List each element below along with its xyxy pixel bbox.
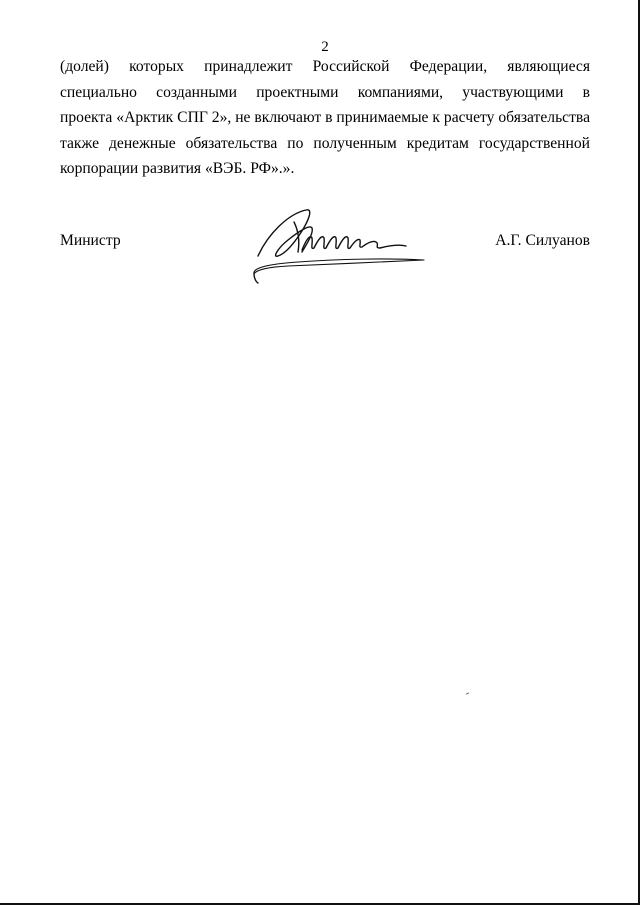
text-line-5: корпорации развития «ВЭБ. РФ».». [60, 160, 295, 178]
body-paragraph [60, 54, 590, 182]
text-line-3: проекта «Арктик СПГ 2», не включают в принимаемые к расчету обязательства [60, 109, 590, 127]
handwritten-signature [248, 204, 438, 284]
signer-name: А.Г. Силуанов [495, 232, 590, 249]
text-line-4: также денежные обязательства по полученным кредитам государственной [60, 134, 590, 152]
scan-speck [466, 692, 469, 694]
signer-title: Министр [60, 232, 121, 249]
page-number: 2 [321, 39, 329, 55]
text-line-1: (долей) которых принадлежит Российской Федерации, являющиеся [60, 58, 590, 75]
text-line-2: специально созданными проектными компаниями, участвующими в [60, 83, 590, 101]
